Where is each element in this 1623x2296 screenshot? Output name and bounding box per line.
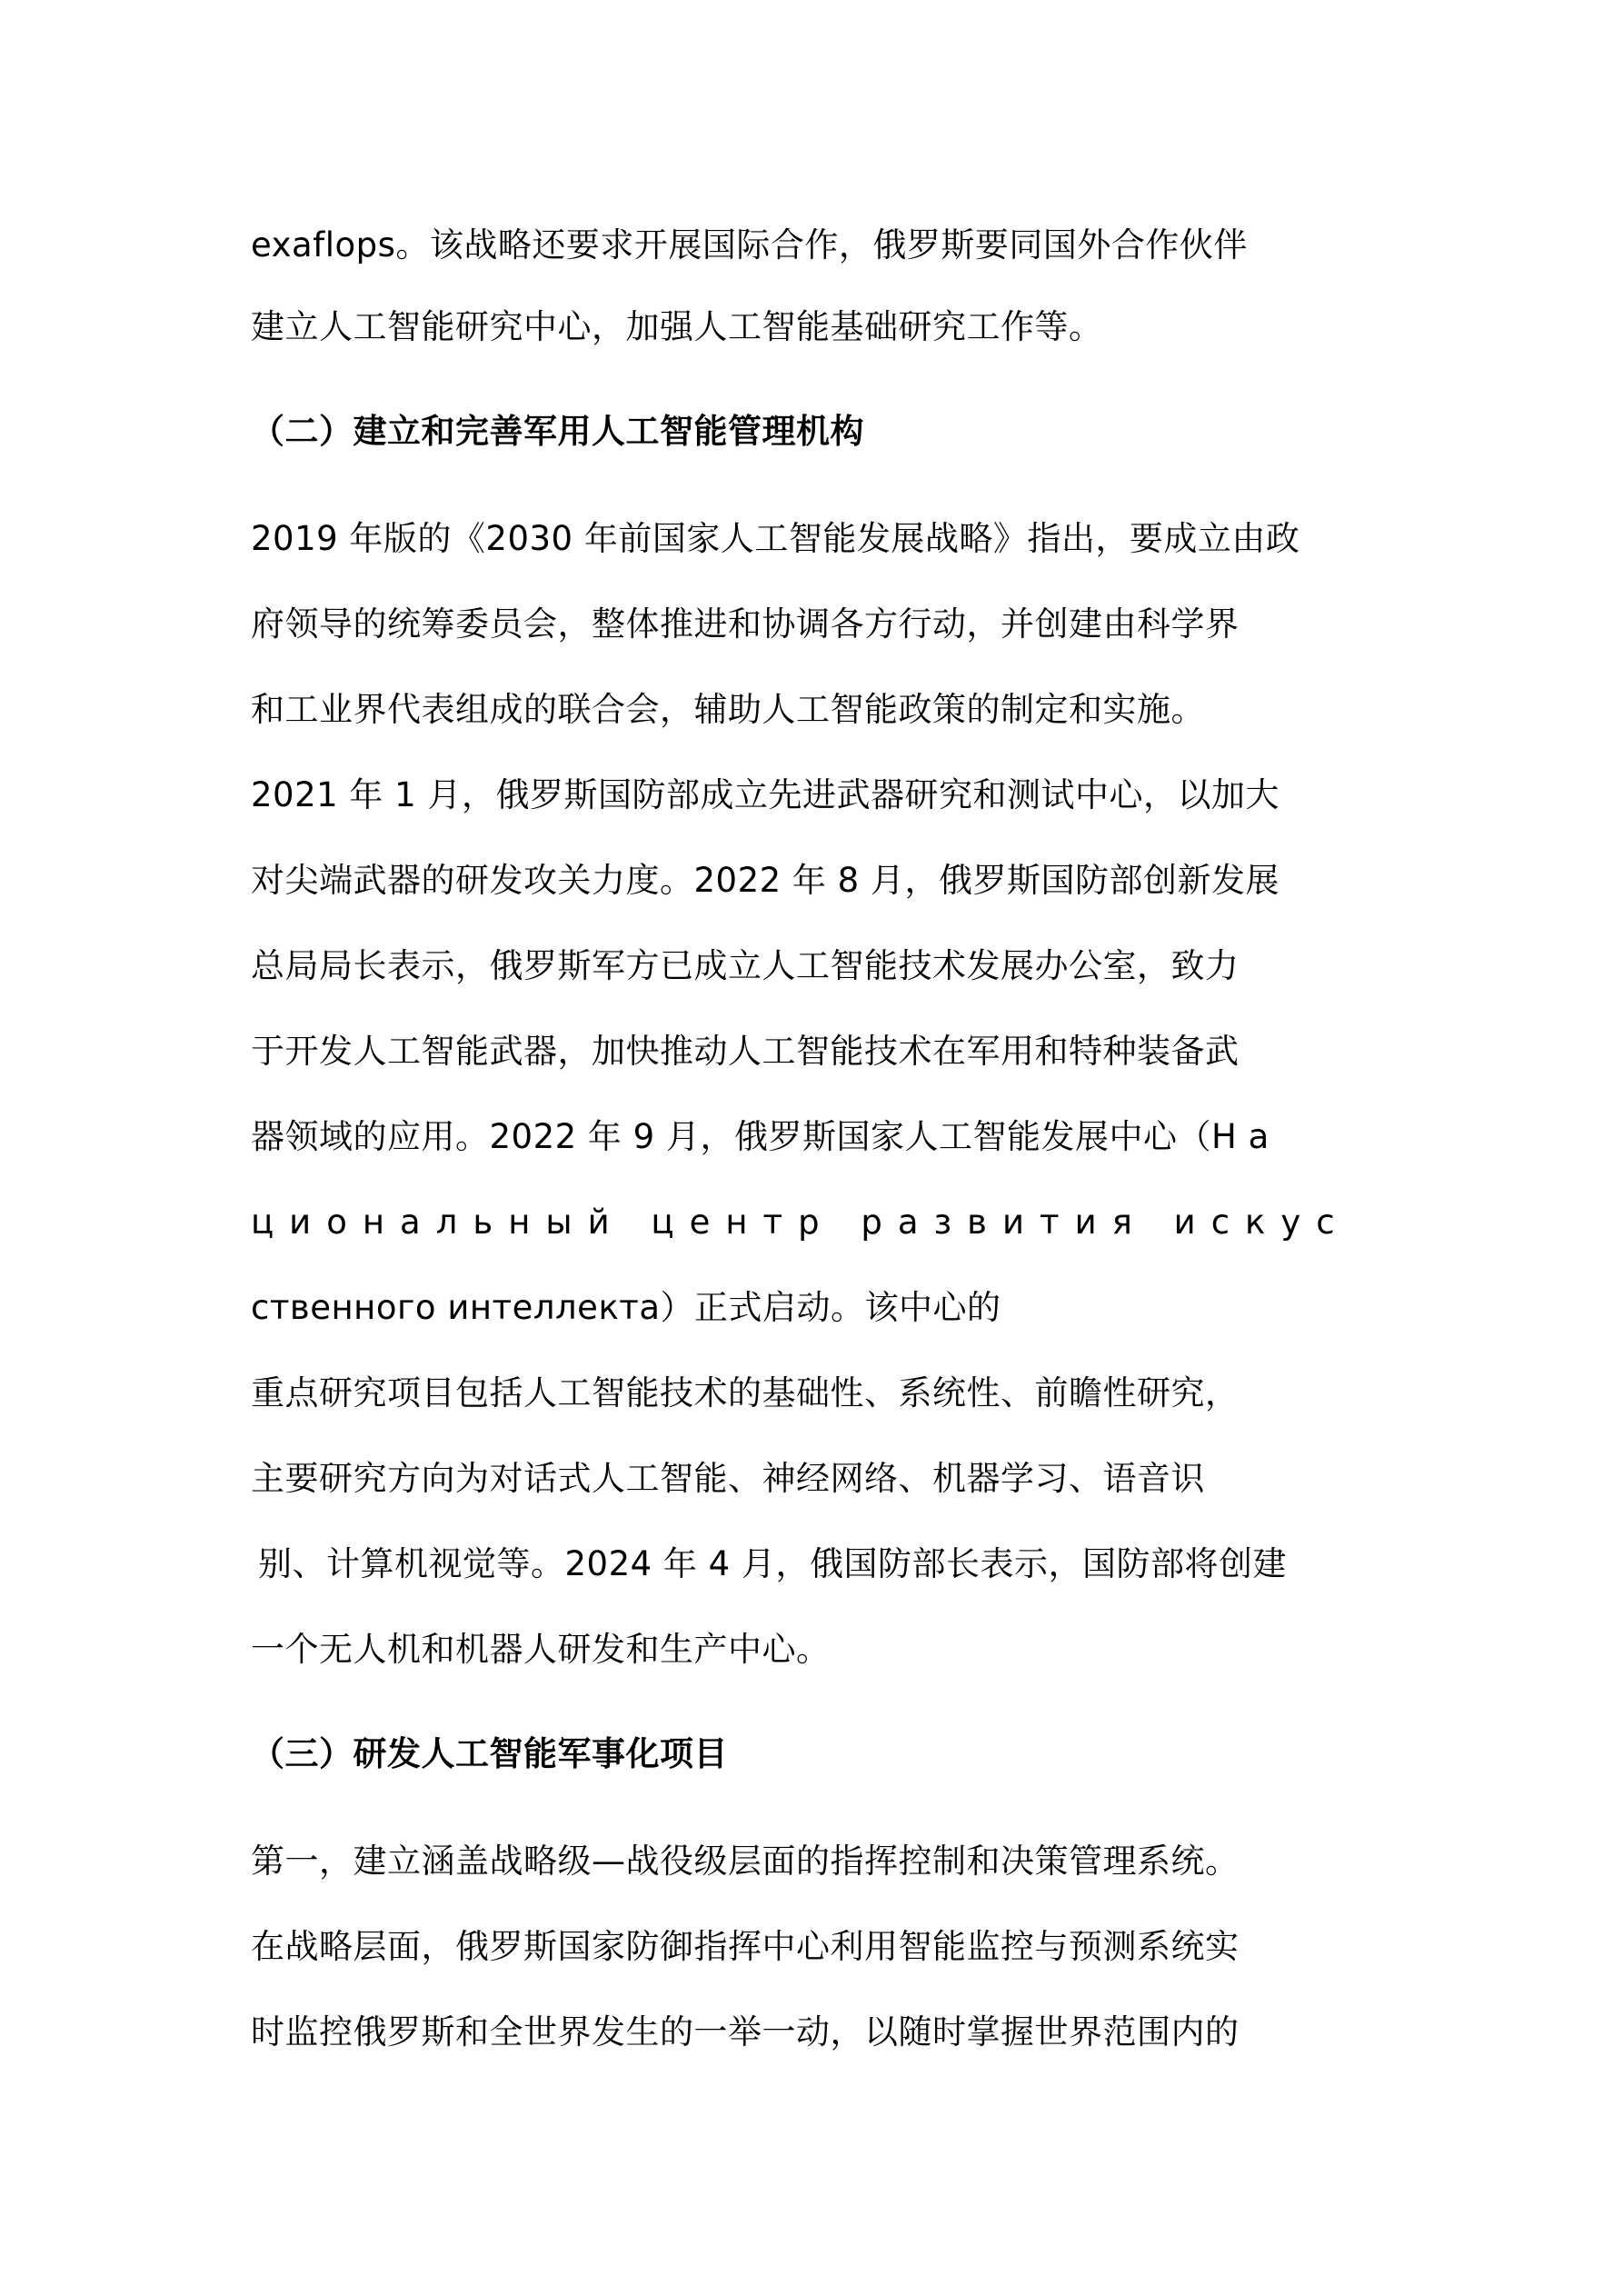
- text-line: 重点研究项目包括人工智能技术的基础性、系统性、前瞻性研究，: [251, 1373, 1240, 1413]
- text-line: 主要研究方向为对话式人工智能、神经网络、机器学习、语音识: [251, 1459, 1205, 1498]
- text-line: 府领导的统筹委员会，整体推进和协调各方行动，并创建由科学界: [251, 604, 1240, 644]
- text-line: 建立人工智能研究中心，加强人工智能基础研究工作等。: [251, 307, 1103, 346]
- text-line: 2019 年版的《2030 年前国家人工智能发展战略》指出，要成立由政: [251, 519, 1300, 558]
- text-line: 一个无人机和机器人研发和生产中心。: [251, 1630, 831, 1669]
- section-heading: （二）建立和完善军用人工智能管理机构: [251, 412, 864, 451]
- text-line: 总局局长表示，俄罗斯军方已成立人工智能技术发展办公室，致力: [251, 946, 1240, 985]
- text-line: 于开发人工智能武器，加快推动人工智能技术在军用和特种装备武: [251, 1032, 1240, 1071]
- text-line: 和工业界代表组成的联合会，辅助人工智能政策的制定和实施。: [251, 690, 1205, 729]
- text-line: exaflops。该战略还要求开展国际合作，俄罗斯要同国外合作伙伴: [251, 225, 1248, 265]
- section-heading: （三）研发人工智能军事化项目: [251, 1734, 728, 1773]
- text-line: 对尖端武器的研发攻关力度。2022 年 8 月，俄罗斯国防部创新发展: [251, 861, 1279, 900]
- text-line: 在战略层面，俄罗斯国家防御指挥中心利用智能监控与预测系统实: [251, 1927, 1240, 1966]
- text-line: 第一，建立涵盖战略级—战役级层面的指挥控制和决策管理系统。: [251, 1842, 1240, 1881]
- text-line: 2021 年 1 月，俄罗斯国防部成立先进武器研究和测试中心，以加大: [251, 775, 1279, 814]
- text-line: циональный центр развития искус: [251, 1203, 1350, 1242]
- text-line: 器领域的应用。2022 年 9 月，俄罗斯国家人工智能发展中心（Н а: [251, 1117, 1270, 1156]
- text-line: ственного интеллекта）正式启动。该中心的: [251, 1288, 1001, 1327]
- text-line: 别、计算机视觉等。2024 年 4 月，俄国防部长表示，国防部将创建: [258, 1544, 1287, 1583]
- text-line: 时监控俄罗斯和全世界发生的一举一动，以随时掌握世界范围内的: [251, 2012, 1240, 2051]
